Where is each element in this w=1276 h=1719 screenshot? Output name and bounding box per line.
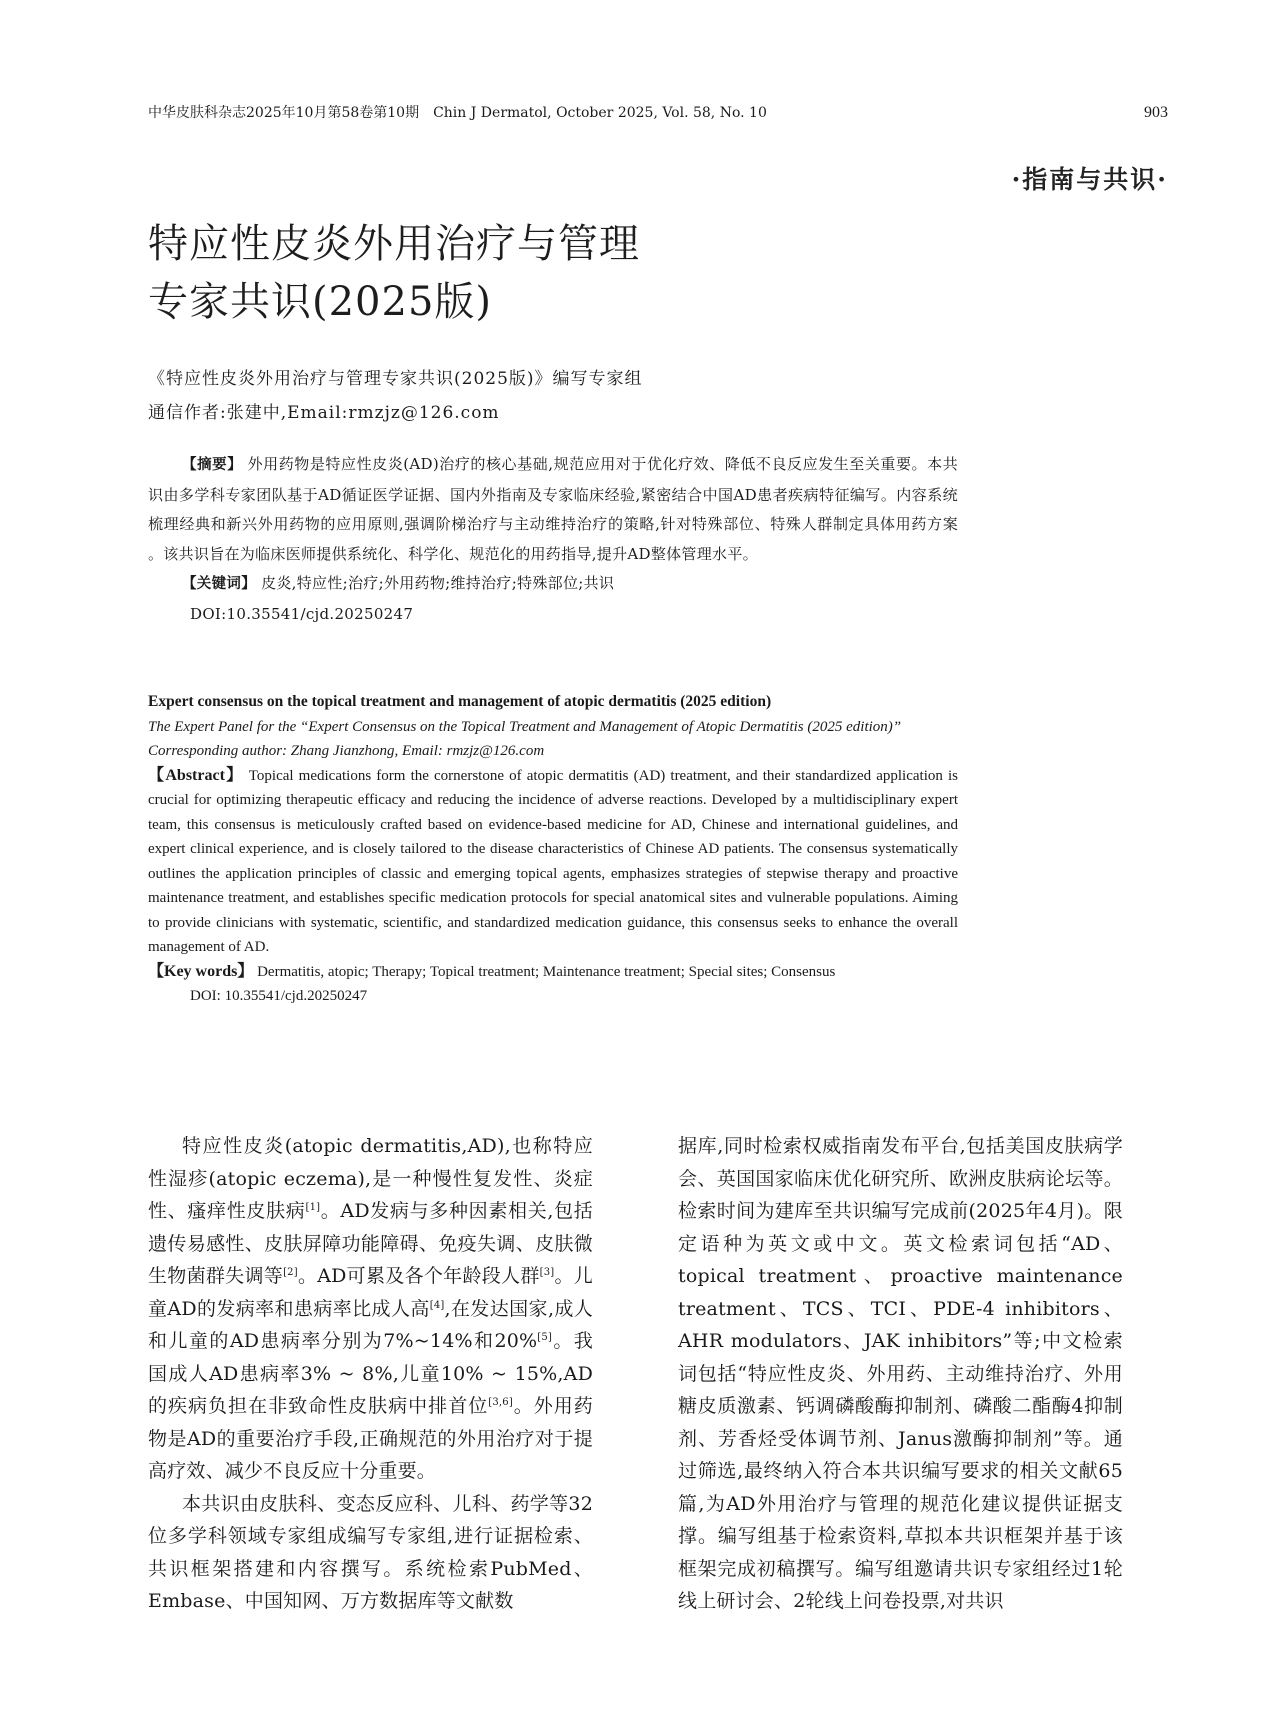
body-text: 。儿童AD的发病率和患病率比成人高 xyxy=(148,1265,593,1320)
doi-link[interactable]: DOI:10.35541/cjd.20250247 xyxy=(190,604,414,623)
english-panel: The Expert Panel for the “Expert Consensus on the Topical Treatment and Management of Atopic Dermatitis (2025 edition)” xyxy=(148,718,902,735)
english-abstract-text: Topical medications form the cornerstone of atopic dermatitis (AD) treatment, and their standardized application is crucial for optimizing therapeutic efficacy and reducing the incidence of adverse reactions. Developed by a multidisciplinary expert team, this consensus is meticulously crafted based on evidence-based medicine for AD, Chinese and international guidelines, and expert clinical experience, and is closely tailored to the disease characteristics of Chinese AD patients. The consensus systematically outlines the application principles of classic and emerging topical agents, emphasizes strategies of stepwise therapy and proactive maintenance treatment, and establishes specific medication protocols for special anatomical sites and vulnerable populations. Aiming to provide clinicians with systematic, scientific, and standardized medication guidance, this consensus seeks to enhance the overall management of AD. xyxy=(148,767,958,955)
keywords-text: 皮炎,特应性;治疗;外用药物;维持治疗;特殊部位;共识 xyxy=(261,574,615,592)
english-title: Expert consensus on the topical treatment and management of atopic dermatitis (2025 edition) xyxy=(148,693,772,710)
body-paragraph: 据库,同时检索权威指南发布平台,包括美国皮肤病学会、英国国家临床优化研究所、欧洲皮肤病论坛等。检索时间为建库至共识编写完成前(2025年4月)。限定语种为英文或中文。英文检索词包括“AD、topical treatment、proactive maintenance treatment、TCS、TCI、PDE-4 inhibitors、AHR modulators、JAK inhibitors”等;中文检索词包括“特应性皮炎、外用药、主动维持治疗、外用糖皮质激素、钙调磷酸酶抑制剂、磷酸二酯酶4抑制剂、芳香烃受体调节剂、Janus激酶抑制剂”等。通过筛选,最终纳入符合本共识编写要求的相关文献65篇,为AD外用治疗与管理的规范化建议提供证据支撑。编写组基于检索资料,草拟本共识框架并基于该框架完成初稿撰写。编写组邀请共识专家组经过1轮线上研讨会、2轮线上问卷投票,对共识 xyxy=(678,1135,1123,1612)
body-text: ,在发达国家,成人和儿童的AD患病率分别为7%~14%和20% xyxy=(148,1297,593,1352)
body-column-right xyxy=(678,1130,1123,1618)
body-text: 。我国成人AD患病率3% ~ 8%,儿童10% ~ 15%,AD的疾病负担在非致命性皮肤病中排首位 xyxy=(148,1330,593,1417)
english-abstract-paragraph xyxy=(148,764,958,960)
body-paragraph xyxy=(148,1130,593,1488)
body-text: 。AD可累及各个年龄段人群 xyxy=(297,1265,540,1287)
title-line-2: 专家共识(2025版) xyxy=(148,279,493,325)
body-column-left xyxy=(148,1130,593,1618)
author-block xyxy=(148,362,1048,430)
column-label: ·指南与共识· xyxy=(1011,165,1168,194)
body-text: 。外用药物是AD的重要治疗手段,正确规范的外用治疗对于提高疗效、减少不良反应十分重要。 xyxy=(148,1395,593,1482)
abstract-text: 外用药物是特应性皮炎(AD)治疗的核心基础,规范应用对于优化疗效、降低不良反应发生至关重要。本共识由多学科专家团队基于AD循证医学证据、国内外指南及专家临床经验,紧密结合中国AD患者疾病特征编写。内容系统梳理经典和新兴外用药物的应用原则,强调阶梯治疗与主动维持治疗的策略,针对特殊部位、特殊人群制定具体用药方案 。该共识旨在为临床医师提供系统化、科学化、规范化的用药指导,提升AD整体管理水平。 xyxy=(148,455,958,563)
keywords-label: 【关键词】 xyxy=(182,576,256,592)
english-keywords-label: 【Key words】 xyxy=(148,962,254,980)
english-keywords-paragraph xyxy=(148,960,958,985)
chinese-abstract xyxy=(148,450,958,629)
english-abstract-label: 【Abstract】 xyxy=(148,766,244,784)
english-abstract xyxy=(148,690,958,1009)
keywords-paragraph xyxy=(148,569,958,600)
body-paragraph: 本共识由皮肤科、变态反应科、儿科、药学等32位多学科领域专家组成编写专家组,进行证据检索、共识框架搭建和内容撰写。系统检索PubMed、Embase、中国知网、万方数据库等文献数 xyxy=(148,1492,593,1612)
author-group: 《特应性皮炎外用治疗与管理专家共识(2025版)》编写专家组 xyxy=(148,369,643,389)
citation-ref[interactable]: [3] xyxy=(539,1267,555,1278)
citation-ref[interactable]: [3,6] xyxy=(488,1397,513,1408)
body-text: 。AD发病与多种因素相关,包括遗传易感性、皮肤屏障功能障碍、免疫失调、皮肤微生物菌群失调等 xyxy=(148,1200,593,1287)
article-title xyxy=(148,215,1048,331)
english-keywords-text: Dermatitis, atopic; Therapy; Topical treatment; Maintenance treatment; Special sites; Consensus xyxy=(257,963,836,980)
citation-ref[interactable]: [4] xyxy=(429,1299,445,1311)
title-line-1: 特应性皮炎外用治疗与管理 xyxy=(148,221,640,267)
abstract-label: 【摘要】 xyxy=(182,457,243,473)
english-doi-link[interactable]: DOI: 10.35541/cjd.20250247 xyxy=(190,988,368,1004)
page-number: 903 xyxy=(1144,104,1168,121)
citation-ref[interactable]: [1] xyxy=(305,1202,321,1213)
corresponding-author: 通信作者:张建中,Email:rmzjz@126.com xyxy=(148,403,500,423)
abstract-paragraph xyxy=(148,450,958,569)
english-corresponding-author: Corresponding author: Zhang Jianzhong, Email: rmzjz@126.com xyxy=(148,743,545,759)
citation-ref[interactable]: [2] xyxy=(283,1267,298,1278)
citation-ref[interactable]: [5] xyxy=(537,1332,553,1343)
running-head: 中华皮肤科杂志2025年10月第58卷第10期 Chin J Dermatol, October 2025, Vol. 58, No. 10 xyxy=(148,105,767,121)
body-text: 特应性皮炎(atopic dermatitis,AD),也称特应性湿疹(atopic eczema),是一种慢性复发性、炎症性、瘙痒性皮肤病 xyxy=(148,1135,593,1222)
